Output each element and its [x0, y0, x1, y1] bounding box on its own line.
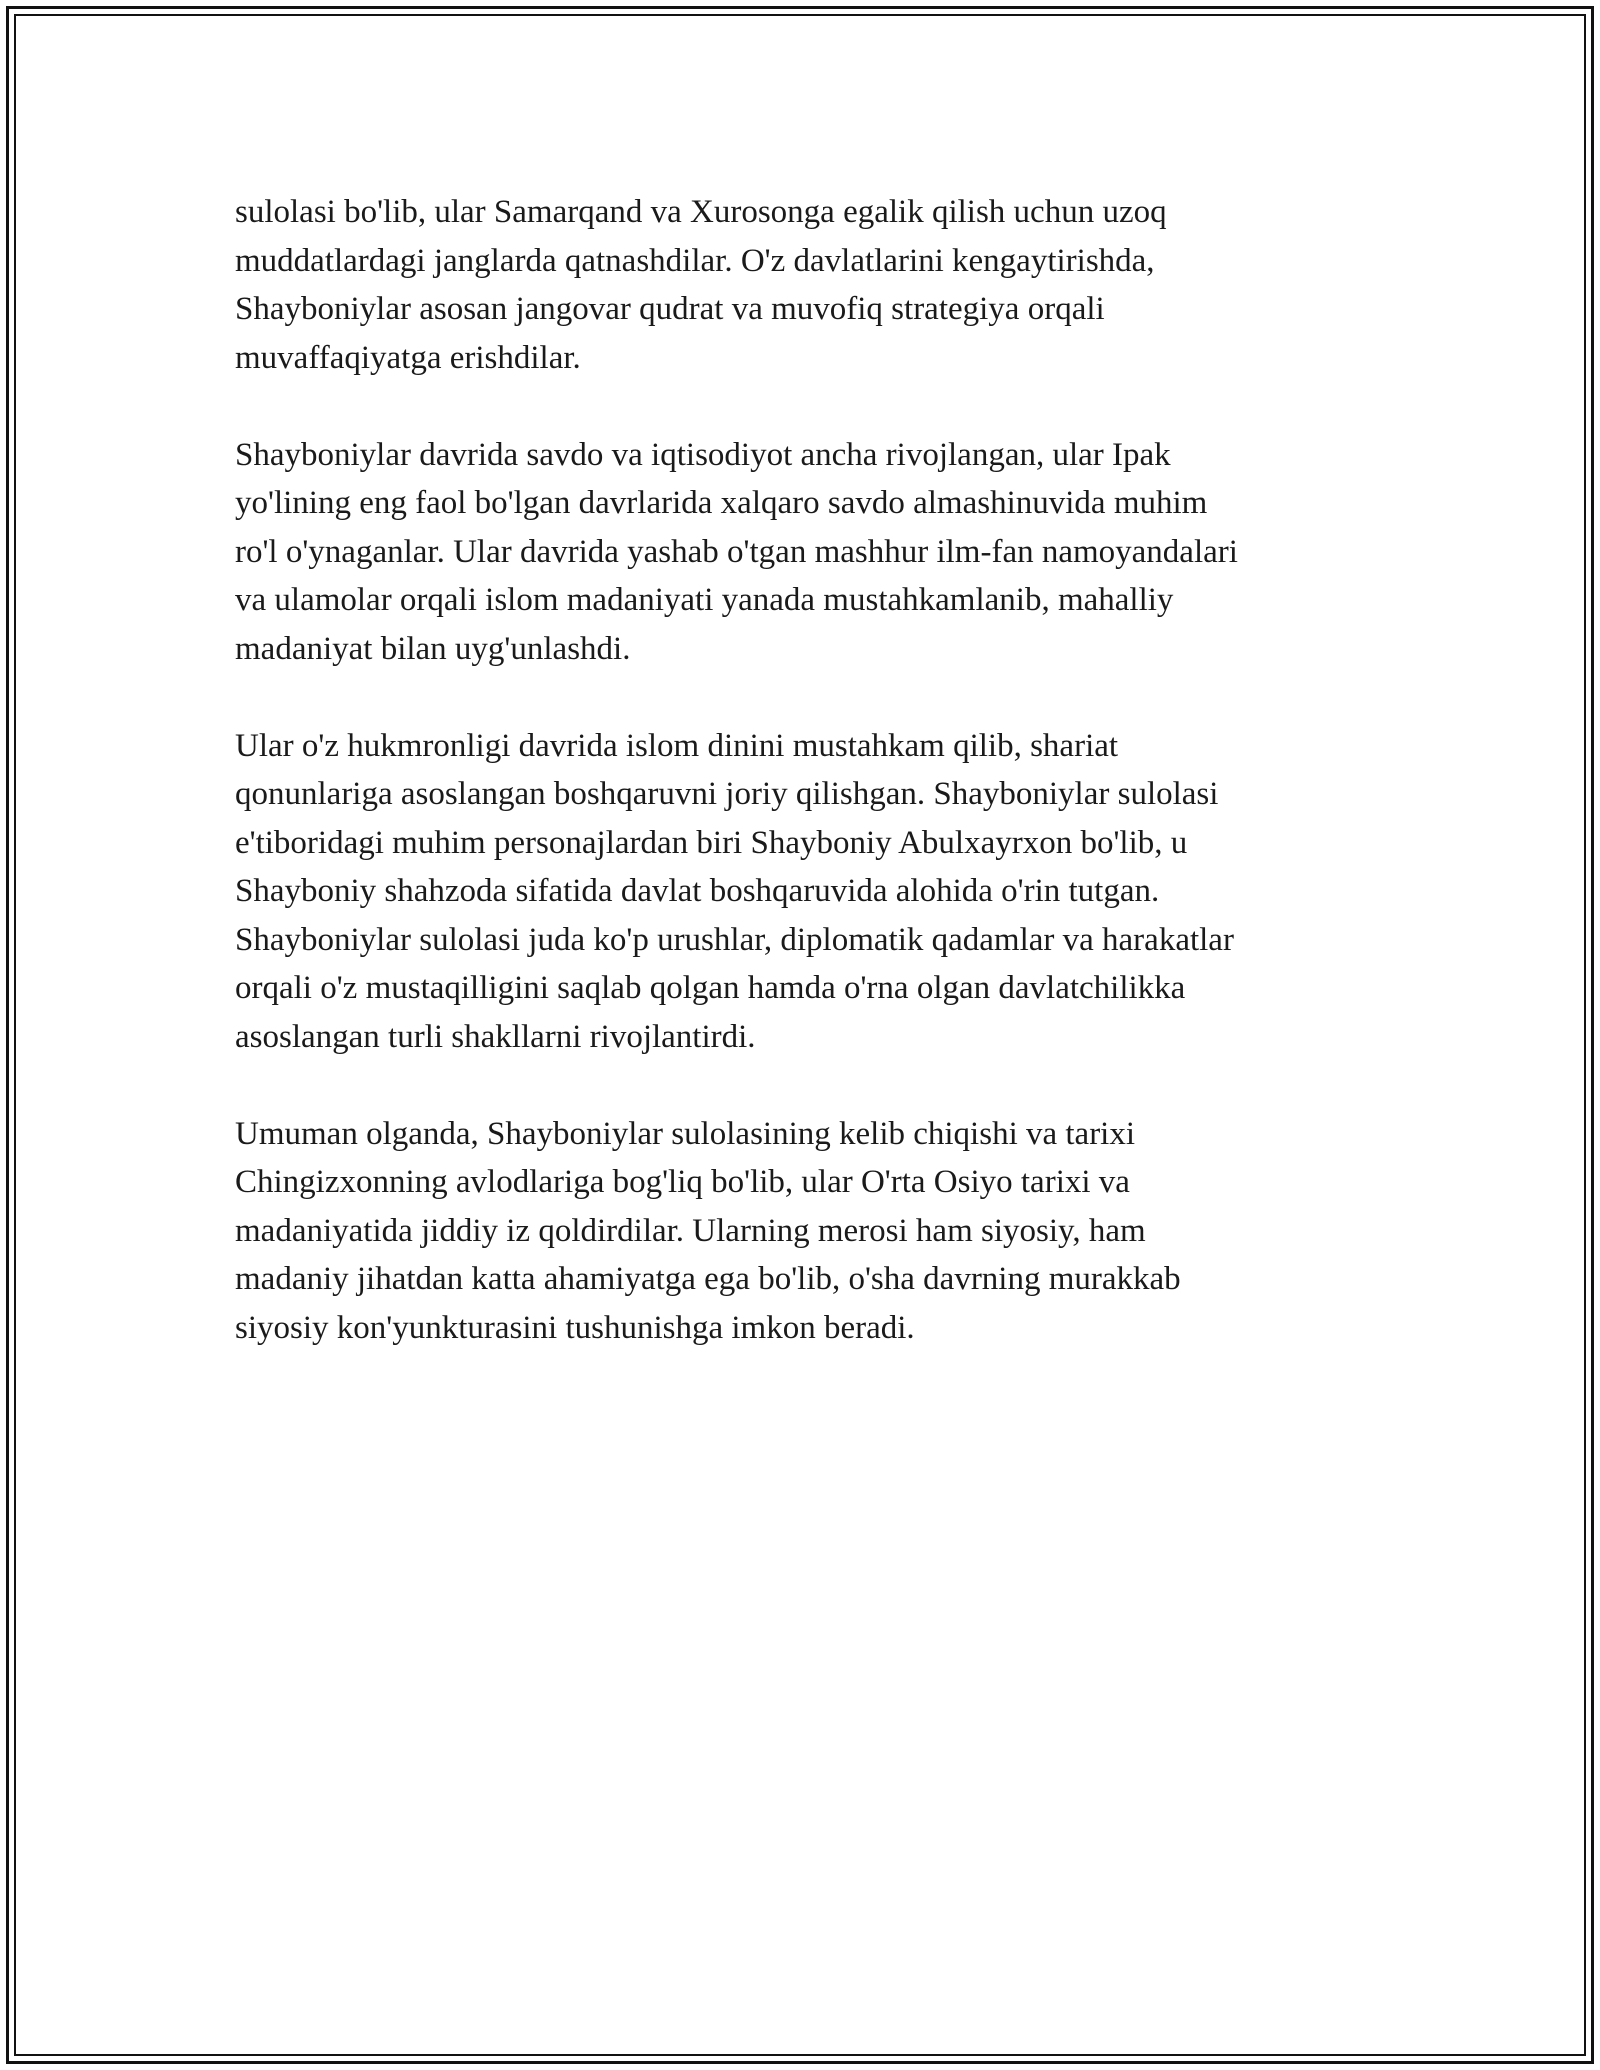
text-line: Shayboniylar sulolasi juda ko'p urushlar, diplomatik qadamlar va harakatlar [235, 921, 1234, 958]
text-line: madaniyat bilan uyg'unlashdi. [235, 630, 631, 667]
text-line: orqali o'z mustaqilligini saqlab qolgan hamda o'rna olgan davlatchilikka [235, 970, 1186, 1006]
text-line: Shayboniylar asosan jangovar qudrat va muvofiq strategiya orqali [235, 291, 1105, 327]
text-line: Shayboniy shahzoda sifatida davlat boshqaruvida alohida o'rin tutgan. [235, 873, 1160, 909]
text-line: Chingizxonning avlodlariga bog'liq bo'lib, ular O'rta Osiyo tarixi va [235, 1164, 1130, 1200]
text-line: yo'lining eng faol bo'lgan davrlarida xalqaro savdo almashinuvida muhim [235, 485, 1208, 521]
text-line: qonunlariga asoslangan boshqaruvni joriy qilishgan. Shayboniylar sulolasi [235, 776, 1219, 812]
text-line: e'tiboridagi muhim personajlardan biri Shayboniy Abulxayrxon bo'lib, u [235, 824, 1188, 861]
paragraph [235, 1110, 1395, 1353]
text-line: Shayboniylar davrida savdo va iqtisodiyot ancha rivojlangan, ular Ipak [235, 436, 1171, 473]
text-line: va ulamolar orqali islom madaniyati yanada mustahkamlanib, mahalliy [235, 582, 1174, 618]
text-line: madaniyatida jiddiy iz qoldirdilar. Ularning merosi ham siyosiy, ham [235, 1212, 1146, 1249]
text-line: sulolasi bo'lib, ular Samarqand va Xurosonga egalik qilish uchun uzoq [235, 194, 1167, 230]
paragraph [235, 722, 1395, 1062]
text-line: muvaffaqiyatga erishdilar. [235, 339, 581, 376]
text-line: asoslangan turli shakllarni rivojlantirdi. [235, 1018, 756, 1055]
text-line: siyosiy kon'yunkturasini tushunishga imkon beradi. [235, 1309, 915, 1346]
paragraph [235, 188, 1395, 382]
document-body [235, 188, 1395, 1401]
text-line: ro'l o'ynaganlar. Ular davrida yashab o'tgan mashhur ilm-fan namoyandalari [235, 533, 1238, 570]
text-line: Umuman olganda, Shayboniylar sulolasining kelib chiqishi va tarixi [235, 1115, 1136, 1152]
text-line: Ular o'z hukmronligi davrida islom dinini mustahkam qilib, shariat [235, 727, 1119, 764]
paragraph [235, 431, 1395, 674]
text-line: madaniy jihatdan katta ahamiyatga ega bo'lib, o'sha davrning murakkab [235, 1261, 1181, 1297]
text-line: muddatlardagi janglarda qatnashdilar. O'z davlatlarini kengaytirishda, [235, 242, 1155, 279]
